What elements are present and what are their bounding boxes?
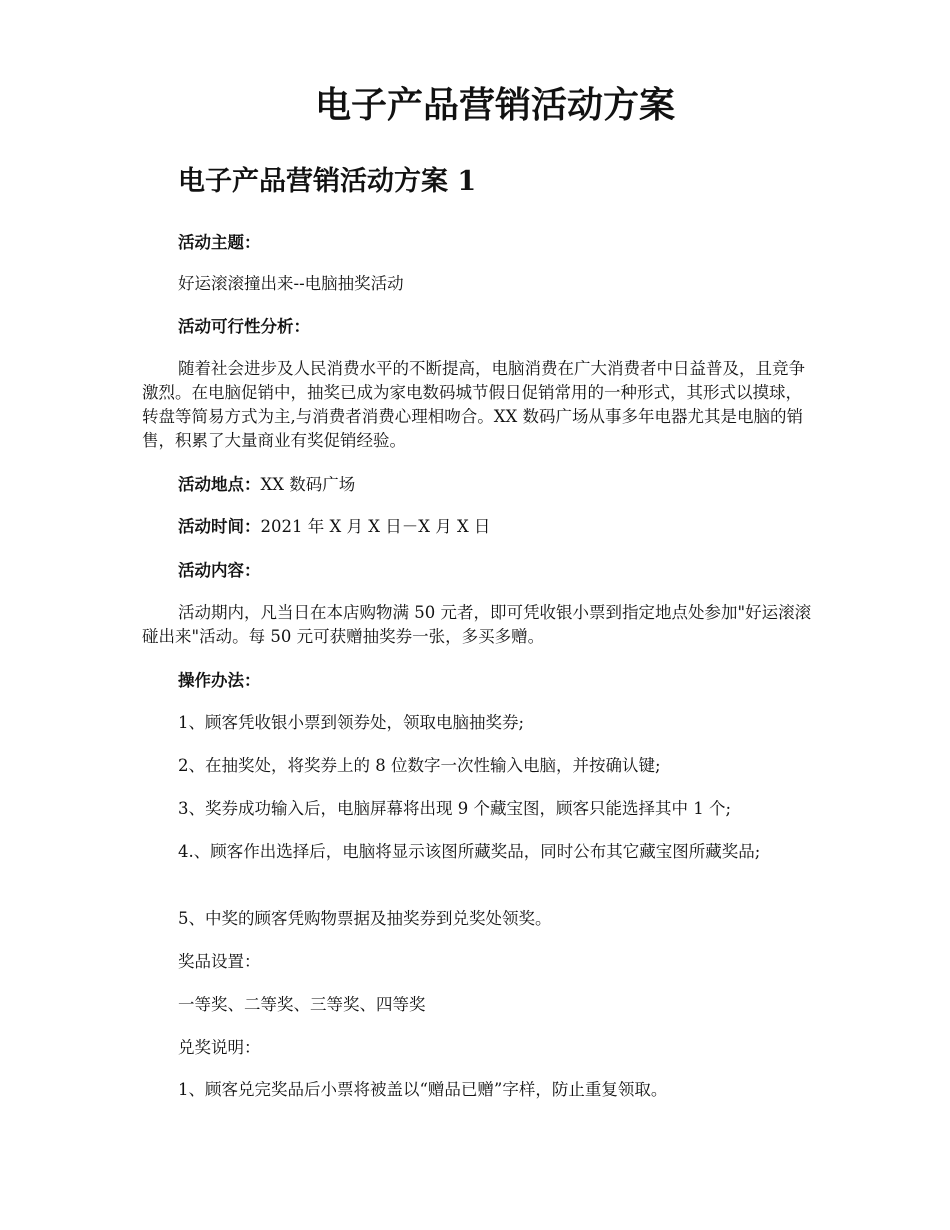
prize-setting-value: 一等奖、二等奖、三等奖、四等奖 xyxy=(178,995,426,1014)
step-item: 5、中奖的顾客凭购物票据及抽奖券到兑奖处领奖。 xyxy=(178,909,552,928)
location-value: XX 数码广场 xyxy=(260,475,356,494)
section-title: 电子产品营销活动方案 1 xyxy=(178,166,477,197)
theme-value: 好运滚滚撞出来--电脑抽奖活动 xyxy=(178,274,404,293)
time-value: 2021 年 X 月 X 日－X 月 X 日 xyxy=(260,517,491,536)
location-label: 活动地点： xyxy=(178,475,261,494)
operation-label: 操作办法： xyxy=(178,671,261,690)
step-item: 2、在抽奖处，将奖券上的 8 位数字一次性输入电脑，并按确认键; xyxy=(178,756,661,775)
time-label: 活动时间： xyxy=(178,517,261,536)
step-item: 3、奖券成功输入后，电脑屏幕将出现 9 个藏宝图，顾客只能选择其中 1 个; xyxy=(178,799,732,818)
step-item: 1、顾客凭收银小票到领券处，领取电脑抽奖券; xyxy=(178,713,525,732)
content-label: 活动内容： xyxy=(178,561,261,580)
redeem-item: 1、顾客兑完奖品后小票将被盖以“赠品已赠”字样，防止重复领取。 xyxy=(178,1080,668,1099)
step-item: 4.、顾客作出选择后，电脑将显示该图所藏奖品，同时公布其它藏宝图所藏奖品; xyxy=(178,842,761,861)
feasibility-text: 随着社会进步及人民消费水平的不断提高，电脑消费在广大消费者中日益普及，且竞争激烈。在电脑促销中，抽奖已成为家电数码城节假日促销常用的一种形式，其形式以摸球，转盘等简易方式为主,与消费者消费心理相吻合。XX 数码广场从事多年电器尤其是电脑的销售，积累了大量商业有奖促销经验。 xyxy=(142,359,805,450)
prize-setting-label: 奖品设置： xyxy=(178,952,261,971)
document-title: 电子产品营销活动方案 xyxy=(314,84,675,126)
location-line xyxy=(178,473,355,497)
feasibility-label: 活动可行性分析： xyxy=(178,317,310,336)
theme-label: 活动主题： xyxy=(178,233,261,252)
content-text: 活动期内，凡当日在本店购物满 50 元者，即可凭收银小票到指定地点处参加"好运滚滚碰出来"活动。每 50 元可获赠抽奖券一张，多买多赠。 xyxy=(142,603,812,646)
time-line xyxy=(178,515,490,539)
redeem-label: 兑奖说明： xyxy=(178,1038,261,1057)
